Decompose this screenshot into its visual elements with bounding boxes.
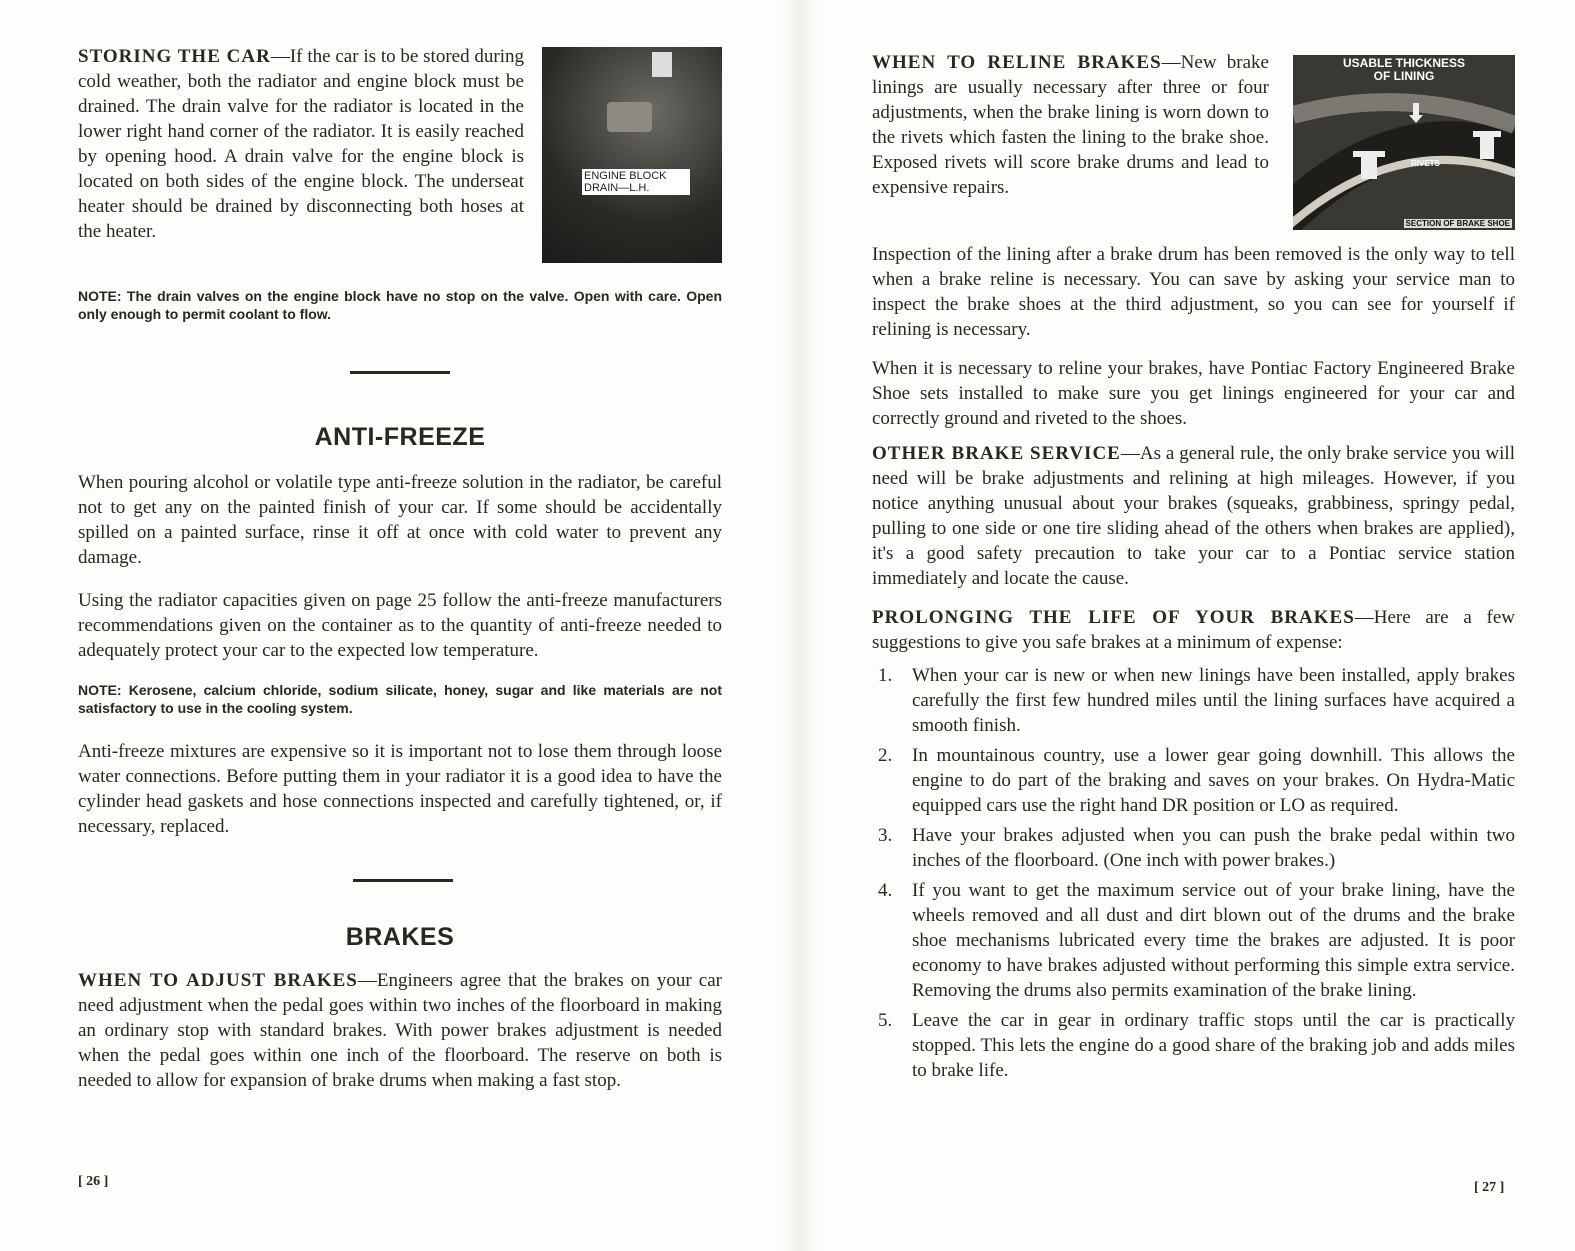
paragraph-text: —As a general rule, the only brake service you will need will be brake adjustments and relining at high mileages. However, if you notice anything unusual about your brakes (squeaks, grabbiness, springy pedal, pulling to one side or one tire sliding ahead of the others when brakes are applied), it's a good safety precaution to take your car to a Pontiac service station immediately and locate the cause. [872,443,1515,589]
anti-freeze-paragraph-1: When pouring alcohol or volatile type anti-freeze solution in the radiator, be careful not to get any on the painted finish of your car. If some should be accidentally spilled on a painted surface, rinse it off at once with cold water to prevent any damage. [78,472,722,568]
paragraph-text: —If the car is to be stored during cold weather, both the radiator and engine block must be drained. The drain valve for the radiator is located in the lower right hand corner of the radiator. It is easily reached by opening hood. A drain valve for the engine block is located on both sides of the engine block. The underseat heater should be drained by disconnecting both hoses at the heater. [78,46,524,242]
list-text: Leave the car in gear in ordinary traffic stops until the car is practically stopped. This lets the engine do a good share of the braking job and adds miles to brake life. [912,1010,1515,1081]
note-drain-valves: NOTE: The drain valves on the engine block have no stop on the valve. Open with care. Open only enough to permit coolant to flow. [78,288,722,322]
run-in-heading: PROLONGING THE LIFE OF YOUR BRAKES [872,607,1355,628]
highlight-shape [652,52,672,77]
paragraph-text: —New brake linings are usually necessary after three or four adjustments, when the brake lining is worn down to the rivets which fasten the lining to the brake shoe. Exposed rivets will score brake drums and lead to expensive repairs. [872,52,1269,198]
section-divider [350,371,450,374]
book-spine [780,0,820,1251]
list-number: 4. [878,880,893,901]
other-brake-service-paragraph [872,441,1515,591]
brake-lining-diagram [1293,55,1515,230]
list-number: 1. [878,665,893,686]
run-in-heading: WHEN TO ADJUST BRAKES [78,970,358,991]
brake-tips-list [872,663,1515,1083]
run-in-heading: WHEN TO RELINE BRAKES [872,52,1162,73]
anti-freeze-paragraph-2: Using the radiator capacities given on page 25 follow the anti-freeze manufacturers recommendations given on the container as to the quantity of anti-freeze needed to adequately protect your car to the expected low temperature. [78,590,722,661]
when-to-adjust-brakes-paragraph [78,968,722,1093]
list-item [872,878,1515,1003]
prolonging-paragraph [872,605,1515,655]
list-text: Have your brakes adjusted when you can push the brake pedal within two inches of the floorboard. (One inch with power brakes.) [912,825,1515,871]
list-text: In mountainous country, use a lower gear going downhill. This allows the engine to do part of the braking and saves on your brakes. On Hydra-Matic equipped cars use the right hand DR position or LO as required. [912,745,1515,816]
list-item [872,1008,1515,1083]
anti-freeze-paragraph-3: Anti-freeze mixtures are expensive so it is important not to lose them through loose water connections. Before putting them in your radiator it is a good idea to have the cylinder head gaskets and hose connections inspected and carefully tightened, or, if necessary, replaced. [78,741,722,837]
page-number-right: [ 27 ] [1474,1180,1505,1195]
photo-label-line: DRAIN—L.H. [584,182,650,194]
rivets-label: RIVETS [1411,159,1440,168]
inspection-paragraph: Inspection of the lining after a brake drum has been removed is the only way to tell when a brake reline is necessary. You can save by asking your service man to inspect the brake shoes at the third adjustment, so you can see for yourself if relining is necessary. [872,244,1515,340]
diagram-caption: SECTION OF BRAKE SHOE [1405,219,1510,228]
photo-label [582,169,690,195]
list-item [872,823,1515,873]
list-number: 2. [878,745,893,766]
list-text: When your car is new or when new linings have been installed, apply brakes carefully the first few hundred miles until the lining surfaces have acquired a smooth finish. [912,665,1515,736]
paragraph-text: —Engineers agree that the brakes on your car need adjustment when the pedal goes within two inches of the floorboard in making an ordinary stop with standard brakes. With power brakes adjustment is needed when the pedal goes within one inch of the floorboard. The reserve on both is needed to allow for expansion of brake drums when making a fast stop. [78,970,722,1091]
run-in-heading: OTHER BRAKE SERVICE [872,443,1121,464]
engine-block-drain-photo [542,47,722,263]
list-item [872,663,1515,738]
diagram-title-line: USABLE THICKNESS [1342,56,1465,70]
photo-label-line: ENGINE BLOCK [584,170,667,182]
factory-brake-shoe-paragraph: When it is necessary to reline your brakes, have Pontiac Factory Engineered Brake Shoe sets installed to make sure you get linings engineered for your car and correctly ground and riveted to the shoes. [872,358,1515,429]
diagram-title [1293,57,1515,83]
section-divider [353,879,453,882]
diagram-title-line: OF LINING [1373,69,1435,83]
list-number: 5. [878,1010,893,1031]
note-kerosene: NOTE: Kerosene, calcium chloride, sodium silicate, honey, sugar and like materials are not satisfactory to use in the cooling system. [78,682,722,716]
paragraph-text: —Here are a few suggestions to give you safe brakes at a minimum of expense: [872,607,1515,653]
anti-freeze-heading: ANTI-FREEZE [314,423,486,451]
drain-valve-shape [607,102,652,132]
right-page-column [872,50,1515,1088]
list-number: 3. [878,825,893,846]
brakes-heading: BRAKES [345,923,455,951]
list-text: If you want to get the maximum service out of your brake lining, have the wheels removed and all dust and dirt blown out of the drums and the brake shoe mechanisms lubricated every time the brakes are adjusted. It is poor economy to have brakes adjusted without performing this simple extra service. Removing the drums also permits examination of the brake lining. [912,880,1515,1001]
run-in-heading: STORING THE CAR [78,46,271,67]
left-page-column [78,44,722,1093]
list-item [872,743,1515,818]
page-number-left: [ 26 ] [78,1174,109,1189]
